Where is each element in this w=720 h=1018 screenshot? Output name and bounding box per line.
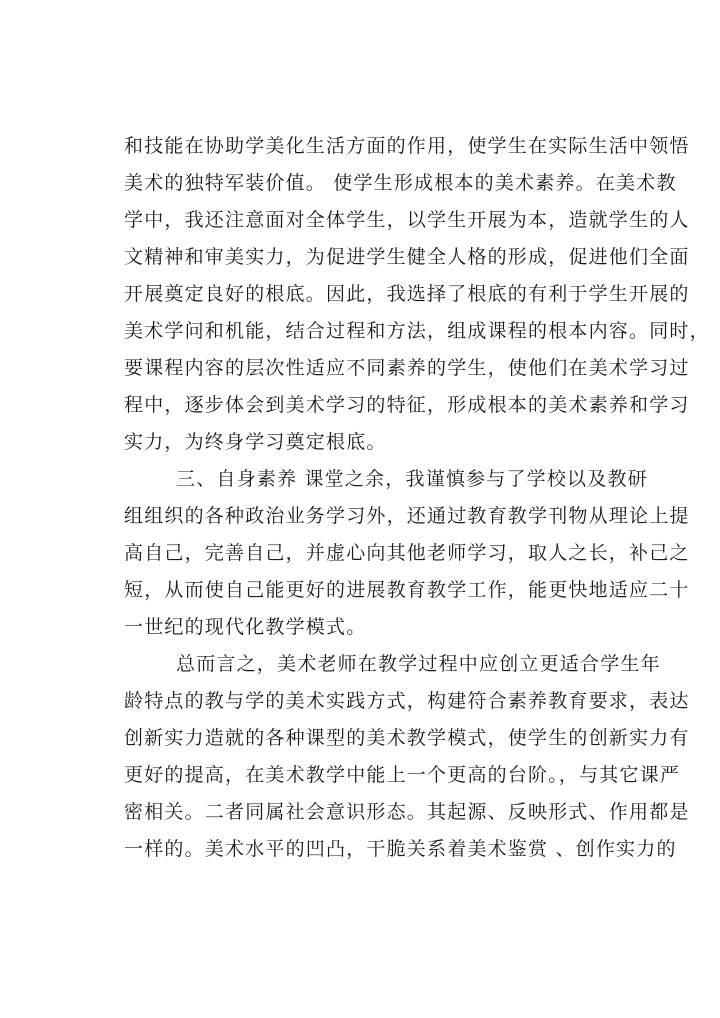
text-line: 程中，逐步体会到美术学习的特征，形成根本的美术素养和学习 xyxy=(124,394,690,416)
text-line: 和技能在协助学美化生活方面的作用，使学生在实际生活中领悟 xyxy=(124,135,690,157)
text-line: 一世纪的现代化教学模式。 xyxy=(124,616,367,638)
text-line: 高自己，完善自己，并虚心向其他老师学习，取人之长，补己之 xyxy=(124,542,690,564)
paragraph-summary xyxy=(124,646,690,868)
paragraph-continued xyxy=(124,128,710,461)
text-line-indented: 总而言之，美术老师在教学过程中应创立更适合学生年 xyxy=(176,653,661,675)
text-line: 龄特点的教与学的美术实践方式，构建符合素养教育要求，表达 xyxy=(124,690,690,712)
text-line: 组组织的各种政治业务学习外，还通过教育教学刊物从理论上提 xyxy=(124,505,690,527)
text-line: 文精神和审美实力，为促进学生健全人格的形成，促进他们全面 xyxy=(124,246,690,268)
paragraph-self-cultivation xyxy=(124,461,690,646)
text-line: 更好的提高，在美术教学中能上一个更高的台阶。，与其它课严 xyxy=(124,764,681,786)
text-line: 短，从而使自己能更好的进展教育教学工作，能更快地适应二十 xyxy=(124,579,690,601)
text-line: 美术的独特军装价值。 使学生形成根本的美术素养。在美术教 xyxy=(124,172,677,194)
text-line: 要课程内容的层次性适应不同素养的学生，使他们在美术学习过 xyxy=(124,357,690,379)
text-line: 美术学问和机能，结合过程和方法，组成课程的根本内容。同时， xyxy=(124,320,710,342)
text-line: 学中，我还注意面对全体学生，以学生开展为本，造就学生的人 xyxy=(124,209,690,231)
text-line: 创新实力造就的各种课型的美术教学模式，使学生的创新实力有 xyxy=(124,727,690,749)
text-line: 实力，为终身学习奠定根底。 xyxy=(124,431,387,453)
text-line: 开展奠定良好的根底。因此，我选择了根底的有利于学生开展的 xyxy=(124,283,690,305)
text-line: 一样的。美术水平的凹凸，干脆关系着美术鉴赏 、创作实力的 xyxy=(124,838,677,860)
body-text xyxy=(124,128,710,868)
text-line: 密相关。二者同属社会意识形态。其起源、反映形式、作用都是 xyxy=(124,801,690,823)
text-line-indented: 三、自身素养 课堂之余，我谨慎参与了学校以及教研 xyxy=(176,468,648,490)
